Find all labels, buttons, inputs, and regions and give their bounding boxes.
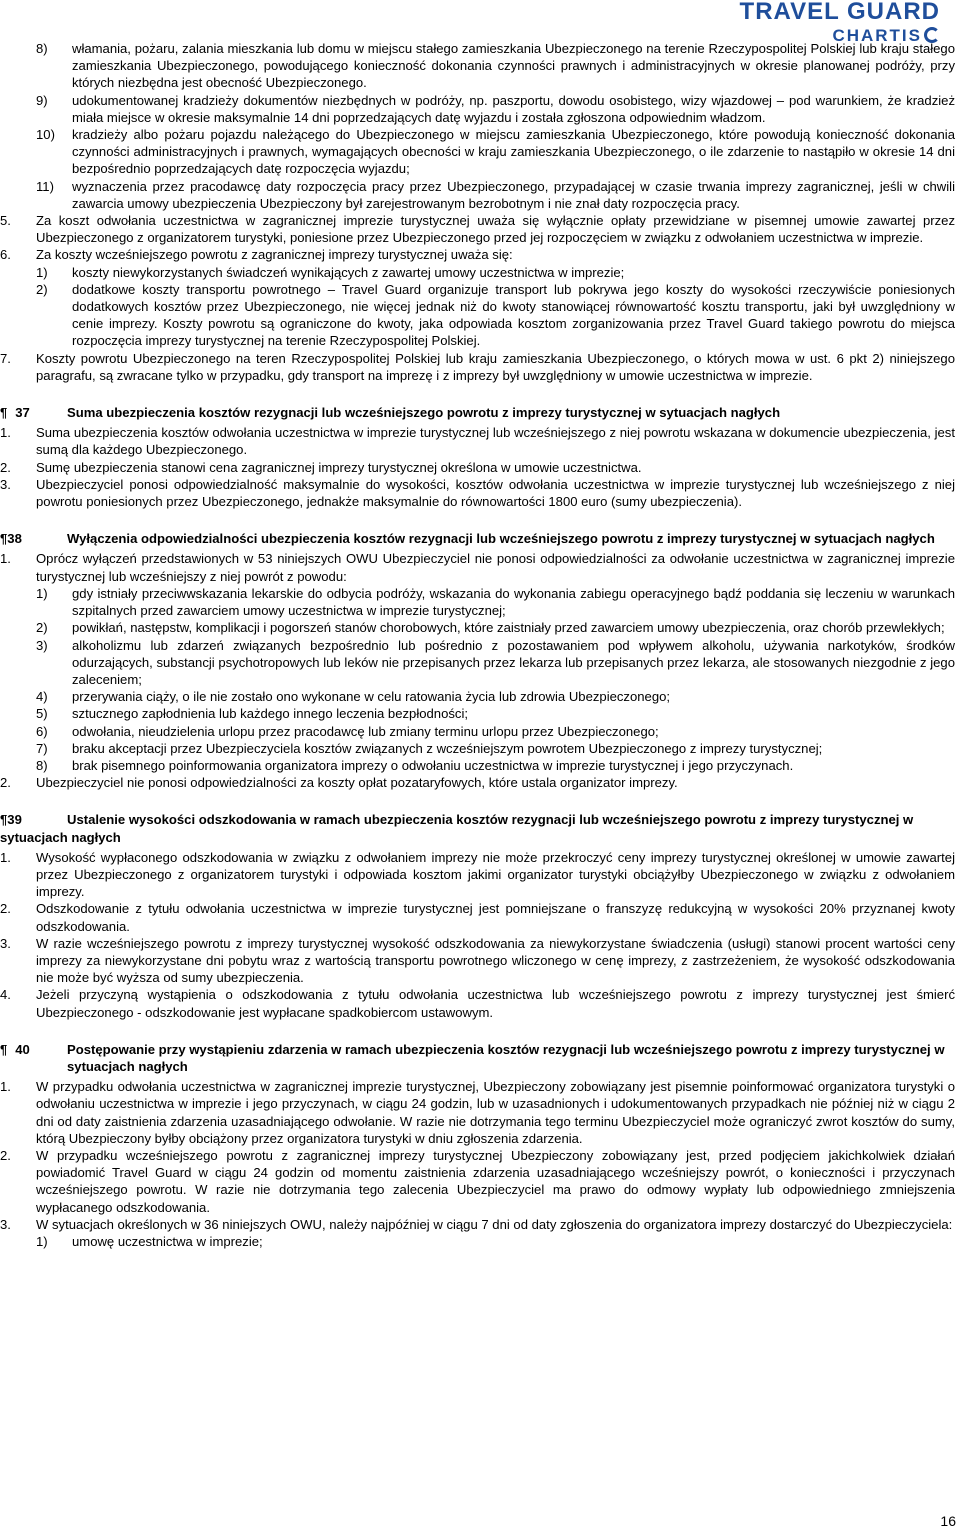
item-text: W sytuacjach określonych w 36 niniejszych OWU, należy najpóźniej w ciągu 7 dni od daty zgłoszenia do organizatora imprezy dostarczyć do Ubezpieczyciela: xyxy=(36,1216,953,1232)
item-text: gdy istniały przeciwwskazania lekarskie do odbycia podróży, wskazania do wykonania zabiegu operacyjnego bądź poddania się leczeniu w warunkach szpitalnych przed zawarciem umowy uczestnictwa w imprezie turystycznej; xyxy=(72,585,955,619)
section-number-text: 38 xyxy=(7,531,22,547)
list-item xyxy=(0,1078,955,1147)
section-sign-icon: ¶ xyxy=(0,812,8,828)
paragraph-5 xyxy=(0,212,955,246)
item-number: 1) xyxy=(36,1234,48,1249)
item-number: 1) xyxy=(36,585,48,601)
item-text: W przypadku odwołania uczestnictwa w zagranicznej imprezie turystycznej, Ubezpieczony zobowiązany jest pisemnie poinformować organizatora turystyki o odwołaniu uczestnictwa w imprezie i jego przyczynach, w ciągu 24 godzin, lub w uzasadnionych i udokumentowanych przypadkach nie później niż w ciągu 2 dni od daty zaistnienia zdarzenia uzasadniającego odwołanie. W razie nie dotrzymania tego terminu Ubezpieczyciel może ograniczyć zwrot kosztów do sumy, którą Ubezpieczony byłby obciążony przez organizatora turystyki w dniu zgłoszenia zdarzenia. xyxy=(36,1079,955,1146)
list-item xyxy=(0,585,955,619)
item-text: W przypadku wcześniejszego powrotu z zagranicznej imprezy turystycznej Ubezpieczony zobowiązany jest, przed podjęciem jakichkolwiek działań powiadomić Travel Guard w ciągu 24 godzin od momentu zaistnienia zdarzenia uzasadniającego wcześniejszy powrót, o konieczności i przyczynach wcześniejszego powrotu. W razie nie dotrzymania tego zalecenia Ubezpieczyciel ma prawo do odmowy wypłaty lub odpowiedniego zmniejszenia wypłacanego odszkodowania. xyxy=(36,1147,955,1215)
section-number xyxy=(0,1041,67,1075)
list-item xyxy=(0,705,955,722)
list-item xyxy=(0,40,955,92)
section-number xyxy=(0,404,67,421)
section-title: Postępowanie przy wystąpieniu zdarzenia w ramach ubezpieczenia kosztów rezygnacji lub wcześniejszego powrotu z imprezy turystycznej w sytuacjach nagłych xyxy=(67,1041,945,1074)
list-item xyxy=(0,740,955,757)
section-heading-38 xyxy=(0,530,955,547)
section-number-text: 39 xyxy=(7,812,22,828)
section-sign-icon: ¶ xyxy=(0,531,8,547)
item-number: 2. xyxy=(0,1147,11,1163)
item-text: brak pisemnego poinformowania organizatora imprezy o odwołaniu uczestnictwa w imprezie turystycznej i jego przyczynach. xyxy=(72,757,794,773)
item-number: 10) xyxy=(36,127,55,143)
item-number: 1. xyxy=(0,425,11,441)
section-number-text: 40 xyxy=(15,1041,30,1057)
item-text: Odszkodowanie z tytułu odwołania uczestnictwa w imprezie turystycznej jest pomniejszane o franszyzę redukcyjną w wysokości 20% przyznanej kwoty odszkodowania. xyxy=(36,901,955,934)
list-item xyxy=(0,126,955,178)
item-number: 11) xyxy=(36,178,54,194)
list-item xyxy=(0,424,955,458)
item-number: 2. xyxy=(0,459,11,475)
item-text: udokumentowanej kradzieży dokumentów niezbędnych w podróży, np. paszportu, dowodu osobistego, wizy wjazdowej – pod warunkiem, że kradzież miała miejsce w okresie maksymalnie 14 dni poprzedzających datę wyjazdu i została zgłoszona odpowiednim władzom. xyxy=(72,92,955,125)
list-item xyxy=(0,619,955,636)
page-number: 16 xyxy=(940,1513,956,1529)
list-item xyxy=(0,92,955,126)
item-number: 2. xyxy=(0,775,11,791)
list-item xyxy=(0,459,955,476)
item-number: 1. xyxy=(0,1079,11,1095)
list-item xyxy=(0,900,955,934)
list-item xyxy=(0,849,955,901)
item-number: 3. xyxy=(0,935,11,951)
item-text: alkoholizmu lub zdarzeń związanych bezpośrednio lub pośrednio z pozostawaniem pod wpływem alkoholu, używania narkotyków, środków odurzających, substancji psychotropowych lub leków nie przepisanych przez lekarza lub przepisanych przez lekarza, ale stosowanych niezgodnie z jego zaleceniem; xyxy=(72,637,955,687)
item-number: 3. xyxy=(0,1216,11,1232)
list-item xyxy=(0,757,955,774)
list-item xyxy=(0,264,955,281)
item-number: 9) xyxy=(36,92,48,108)
paragraph-text: Za koszt odwołania uczestnictwa w zagranicznej imprezie turystycznej uważa się wyłącznie opłaty przewidziane w pisemnej umowie zawartej przez Ubezpieczonego z organizatorem turystyki, poniesione przez Ubezpieczonego przed jej rozpoczęciem w związku z odwołaniem uczestnictwa w imprezie. xyxy=(36,213,955,246)
paragraph-text: Koszty powrotu Ubezpieczonego na teren Rzeczypospolitej Polskiej lub kraju zamieszkania Ubezpieczonego, o których mowa w ust. 6 pkt 2) niniejszego paragrafu, są zwracane tylko w przypadku, gdy transport na imprezę i z imprezy był uwzględniony w umowie uczestnictwa w imprezie. xyxy=(36,350,955,383)
item-number: 4) xyxy=(36,689,48,705)
paragraph-7 xyxy=(0,350,955,384)
item-text: Ubezpieczyciel ponosi odpowiedzialność maksymalnie do wysokości, kosztów odwołania uczestnictwa w imprezie turystycznej lub wcześniejszego z niej powrotu poniesionych przez Ubezpieczonego, jednakże maksymalnie do równowartości 1800 euro (sumy ubezpieczenia). xyxy=(36,476,955,510)
logo-sub-text: CHARTIS xyxy=(832,26,922,45)
item-number: 1. xyxy=(0,551,11,567)
paragraph-6 xyxy=(0,246,955,263)
item-number: 2) xyxy=(36,620,48,636)
item-number: 8) xyxy=(36,757,48,773)
item-text: kradzieży albo pożaru pojazdu należącego do Ubezpieczonego w miejscu zamieszkania Ubezpieczonego, które powodują konieczność dokonania czynności administracyjnych i prawnych, wymagających obecności w kraju zamieszkania Ubezpieczonego, o ile zdarzenie to nastąpiło w okresie 14 dni bezpośrednio poprzedzających datę rozpoczęcia wyjazdu; xyxy=(72,127,955,177)
item-text: powikłań, następstw, komplikacji i pogorszeń stanów chorobowych, które zaistniały przed zawarciem umowy ubezpieczenia, oraz chorób przewlekłych; xyxy=(72,620,945,636)
section-sign-icon: ¶ xyxy=(0,1041,8,1057)
document-body xyxy=(0,40,955,1250)
section-title: Ustalenie wysokości odszkodowania w ramach ubezpieczenia kosztów rezygnacji lub wcześniejszego powrotu z imprezy turystycznej w sytuacjach nagłych xyxy=(0,812,914,845)
item-number: 2. xyxy=(0,901,11,917)
logo-brand: TRAVEL GUARD xyxy=(739,0,940,25)
item-text: dodatkowe koszty transportu powrotnego – Travel Guard organizuje transport lub pokrywa jego koszty do wysokości rzeczywiście poniesionych dodatkowych kosztów przez Ubezpieczonego, nie więcej jednak niż do kwoty stanowiącej równowartość kosztu transportu, jaki był uwzględniony w cenie imprezy. Koszty powrotu są ograniczone do kwoty, jaka odpowiada kosztom zorganizowania przez Travel Guard takiego powrotu do miejsca rozpoczęcia imprezy turystycznej na terenie Rzeczypospolitej Polskiej. xyxy=(72,281,955,349)
list-item xyxy=(0,688,955,705)
item-number: 2) xyxy=(36,281,48,297)
item-number: 5) xyxy=(36,706,48,722)
section-heading-39 xyxy=(0,811,955,845)
section-title: Wyłączenia odpowiedzialności ubezpieczenia kosztów rezygnacji lub wcześniejszego powrotu z imprezy turystycznej w sytuacjach nagłych xyxy=(67,531,935,547)
list-item xyxy=(0,637,955,689)
item-text: Wysokość wypłaconego odszkodowania w związku z odwołaniem imprezy nie może przekroczyć ceny imprezy turystycznej określonej w umowie zawartej przez Ubezpieczonego z organizatorem turystyki i odpowiada kosztom jakimi organizator turystyki obciążyłby Ubezpieczonego w związku z odwołaniem imprezy. xyxy=(36,849,955,900)
list-item xyxy=(0,1147,955,1216)
paragraph-text: Za koszty wcześniejszego powrotu z zagranicznej imprezy turystycznej uważa się: xyxy=(36,247,513,263)
section-heading-40 xyxy=(0,1041,955,1075)
item-text: Suma ubezpieczenia kosztów odwołania uczestnictwa w imprezie turystycznej lub wcześniejszego z niej powrotu wskazana w dokumencie ubezpieczenia, jest sumą dla każdego Ubezpieczonego. xyxy=(36,425,955,458)
item-text: Ubezpieczyciel nie ponosi odpowiedzialności za koszty opłat pozataryfowych, które ustala organizator imprezy. xyxy=(36,775,678,791)
item-text: Jeżeli przyczyną wystąpienia o odszkodowania z tytułu odwołania uczestnictwa lub wcześniejszego powrotu z imprezy turystycznej jest śmierć Ubezpieczonego - odszkodowanie jest wypłacane spadkobiercom ustawowym. xyxy=(36,987,955,1020)
item-number: 1. xyxy=(0,849,11,865)
section-number xyxy=(0,530,67,547)
section-number-text: 37 xyxy=(15,405,30,421)
item-text: braku akceptacji przez Ubezpieczyciela kosztów związanych z wcześniejszym powrotem Ubezpieczonego z imprezy turystycznej; xyxy=(72,740,823,756)
item-text: koszty niewykorzystanych świadczeń wynikających z zawartej umowy uczestnictwa w imprezie; xyxy=(72,264,625,280)
item-text: W razie wcześniejszego powrotu z imprezy turystycznej wysokość odszkodowania za niewykorzystane świadczenia (usługi) stanowi procent wartości ceny imprezy za niewykorzystane dni pobytu wraz z wartością transportu powrotnego wliczonego w cenę imprezy, z zastrzeżeniem, że wysokość odszkodowania nie może być wyższa od sumy ubezpieczenia. xyxy=(36,935,955,986)
item-text: umowę uczestnictwa w imprezie; xyxy=(72,1234,263,1249)
section-heading-37 xyxy=(0,404,955,421)
list-item xyxy=(0,774,955,791)
item-number: 3. xyxy=(0,476,11,492)
list-item xyxy=(0,1216,955,1233)
item-number: 6) xyxy=(36,723,48,739)
section-title: Suma ubezpieczenia kosztów rezygnacji lub wcześniejszego powrotu z imprezy turystycznej w sytuacjach nagłych xyxy=(67,405,781,421)
paragraph-number: 7. xyxy=(0,350,11,366)
list-item xyxy=(0,178,955,212)
list-item xyxy=(0,723,955,740)
item-number: 7) xyxy=(36,740,48,756)
list-item xyxy=(0,935,955,987)
item-number: 8) xyxy=(36,41,48,56)
section-sign-icon: ¶ xyxy=(0,405,8,421)
list-item xyxy=(0,476,955,510)
item-text: Oprócz wyłączeń przedstawionych w 53 niniejszych OWU Ubezpieczyciel nie ponosi odpowiedzialności za odwołanie uczestnictwa w zagranicznej imprezie turystycznej lub wcześniejszy z niej powrót z powodu: xyxy=(36,551,955,584)
item-number: 1) xyxy=(36,264,48,280)
item-text: włamania, pożaru, zalania mieszkania lub domu w miejscu stałego zamieszkania Ubezpieczonego na terenie Rzeczypospolitej Polskiej lub kraju stałego zamieszkania Ubezpieczonego, powodującego konieczność dokonania czynności prawnych i administracyjnych w okresie planowanej podróży, przy których niezbędna jest obecność Ubezpieczonego. xyxy=(72,41,955,91)
item-number: 4. xyxy=(0,987,11,1003)
item-text: wyznaczenia przez pracodawcę daty rozpoczęcia pracy przez Ubezpieczonego, przypadającej w czasie trwania imprezy zagranicznej, jeśli w chwili zawarcia umowy ubezpieczenia Ubezpieczony był zarejestrowanym bezrobotnym i nie znał daty rozpoczęcia pracy. xyxy=(72,178,955,211)
list-item xyxy=(0,1233,955,1250)
section-number xyxy=(0,811,67,828)
list-item xyxy=(0,986,955,1020)
item-text: Sumę ubezpieczenia stanowi cena zagranicznej imprezy turystycznej określona w umowie uczestnictwa. xyxy=(36,459,642,475)
item-text: odwołania, nieudzielenia urlopu przez pracodawcę lub zmiany terminu urlopu przez Ubezpieczonego; xyxy=(72,723,659,739)
list-item xyxy=(0,281,955,350)
paragraph-number: 5. xyxy=(0,213,11,229)
item-text: sztucznego zapłodnienia lub każdego innego leczenia bezpłodności; xyxy=(72,706,469,722)
item-number: 3) xyxy=(36,637,48,653)
list-item xyxy=(0,550,955,584)
paragraph-number: 6. xyxy=(0,247,11,263)
item-text: przerywania ciąży, o ile nie zostało ono wykonane w celu ratowania życia lub zdrowia Ubezpieczonego; xyxy=(72,689,671,705)
